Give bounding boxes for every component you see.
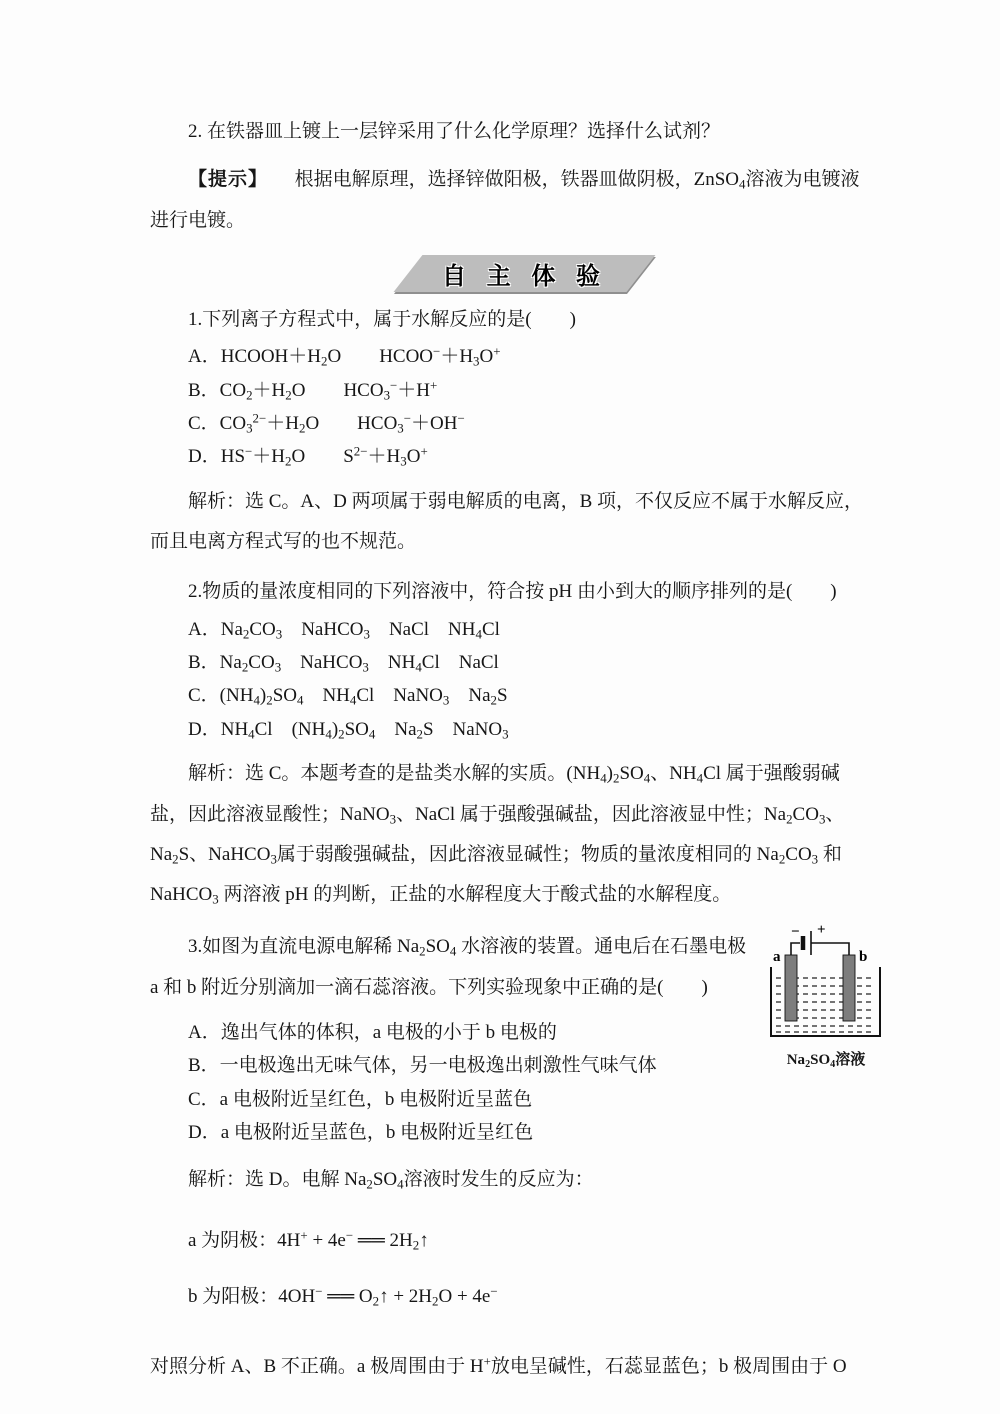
electrode-b-label: b — [859, 949, 868, 966]
question2-option-c: C．$(NH_4)_2SO_4$ $NH_4Cl$ NaNO$_3$ $Na_2S$ — [188, 685, 508, 709]
question2-option-d: D．$NH_4Cl$ $(NH_4)_2SO_4$ $Na_2S$ NaNO$_3$ — [188, 718, 509, 742]
question2-stem: 2.物质的量浓度相同的下列溶液中，符合按 pH 由小到大的顺序排列的是( ) — [188, 581, 837, 603]
question3-option-d: D．a 电极附近呈蓝色，b 电极附近呈红色 — [188, 1122, 534, 1144]
electrolysis-cell-diagram — [767, 923, 885, 1041]
terminal-plus-label: + — [817, 923, 826, 939]
cathode-equation: a 为阴极：4H+ + 4e− ══ $2H_2↑$ — [188, 1227, 429, 1253]
banner-title: 自 主 体 验 — [442, 262, 608, 290]
question1-option-d: D．$HS^-+H_2O$ $S^{2-}+H_3O^+$ — [188, 443, 428, 469]
question-1 — [150, 300, 870, 563]
electrode-b — [843, 955, 855, 1021]
question3-conclusion: 对照分析 A、B 不正确。a 极周围由于 H+放电呈碱性，石蕊显蓝色；b 极周围由于 O — [150, 1353, 847, 1377]
electrode-a-label: a — [773, 949, 781, 966]
question1-option-c: C．$CO_3^{2-}+H_2O$ $HCO_3^-+OH^-$ — [188, 410, 465, 436]
question1-option-b: B．$CO_2+H_2O$ $HCO_3^-+H^+$ — [188, 377, 438, 403]
electrode-a — [785, 955, 797, 1021]
anode-equation: b 为阳极：4OH− ══ $O_2↑ + 2H_2O + 4e^-$ — [188, 1283, 498, 1309]
question-2 — [150, 572, 870, 915]
question2-analysis: 解析：选 C。本题考查的是盐类水解的实质。$(NH_4)_2SO_4$、$NH_4Cl$ 属于强酸弱碱盐，因此溶液显酸性；NaNO$_3$、NaCl 属于强酸强碱盐，因此溶液显中性；$Na_2CO_3$、$Na_2S$、NaHCO$_3$属于弱酸强碱盐，因此溶液显碱性；物质的量浓度相同的 $Na_2CO_3$ 和 NaHCO$_3$ 两溶液 pH 的判断，正盐的水解程度大于酸式盐的水解程度。 — [150, 763, 845, 907]
question2-option-b: B．$Na_2CO_3$ NaHCO$_3$ $NH_4Cl$ NaCl — [188, 652, 499, 675]
intro-hint — [150, 160, 870, 241]
question-3 — [150, 923, 870, 1387]
battery-icon — [803, 931, 811, 955]
figure-caption: $Na_2SO_4$溶液 — [786, 1052, 866, 1071]
hint-label: 【提示】 — [188, 169, 269, 191]
question3-analysis-intro: 解析：选 D。电解 $Na_2SO_4$溶液时发生的反应为： — [188, 1168, 594, 1192]
terminal-minus-label: − — [791, 924, 800, 941]
question3-option-b: B．一电极逸出无味气体，另一电极逸出刺激性气味气体 — [188, 1055, 657, 1077]
banner-parallelogram — [394, 255, 656, 292]
section-banner — [180, 255, 870, 292]
question2-option-a: A．$Na_2CO_3$ NaHCO$_3$ NaCl $NH_4Cl$ — [188, 618, 500, 642]
hint-text: 根据电解原理，选择锌做阳极，铁器皿做阴极，ZnSO$_4$溶液为电镀液进行电镀。 — [150, 169, 860, 231]
question1-stem: 1.下列离子方程式中，属于水解反应的是( ) — [188, 308, 576, 330]
question1-option-a: A．$HCOOH+H_2O$ $HCOO^-+H_3O^+$ — [188, 343, 501, 369]
question1-analysis: 解析：选 C。A、D 两项属于弱电解质的电离，B 项，不仅反应不属于水解反应，而且电离方程式写的也不规范。 — [150, 490, 864, 553]
question3-stem: 3.如图为直流电源电解稀 $Na_2SO_4$ 水溶液的装置。通电后在石墨电极 a 和 b 附近分别滴加一滴石蕊溶液。下列实验现象中正确的是( ) — [150, 936, 747, 998]
intro-question: 2. 在铁器皿上镀上一层锌采用了什么化学原理？选择什么试剂？ — [188, 121, 721, 142]
question3-option-a: A．逸出气体的体积，a 电极的小于 b 电极的 — [188, 1021, 557, 1043]
question3-option-c: C．a 电极附近呈红色，b 电极附近呈蓝色 — [188, 1088, 533, 1110]
electrolysis-figure — [766, 923, 886, 1069]
